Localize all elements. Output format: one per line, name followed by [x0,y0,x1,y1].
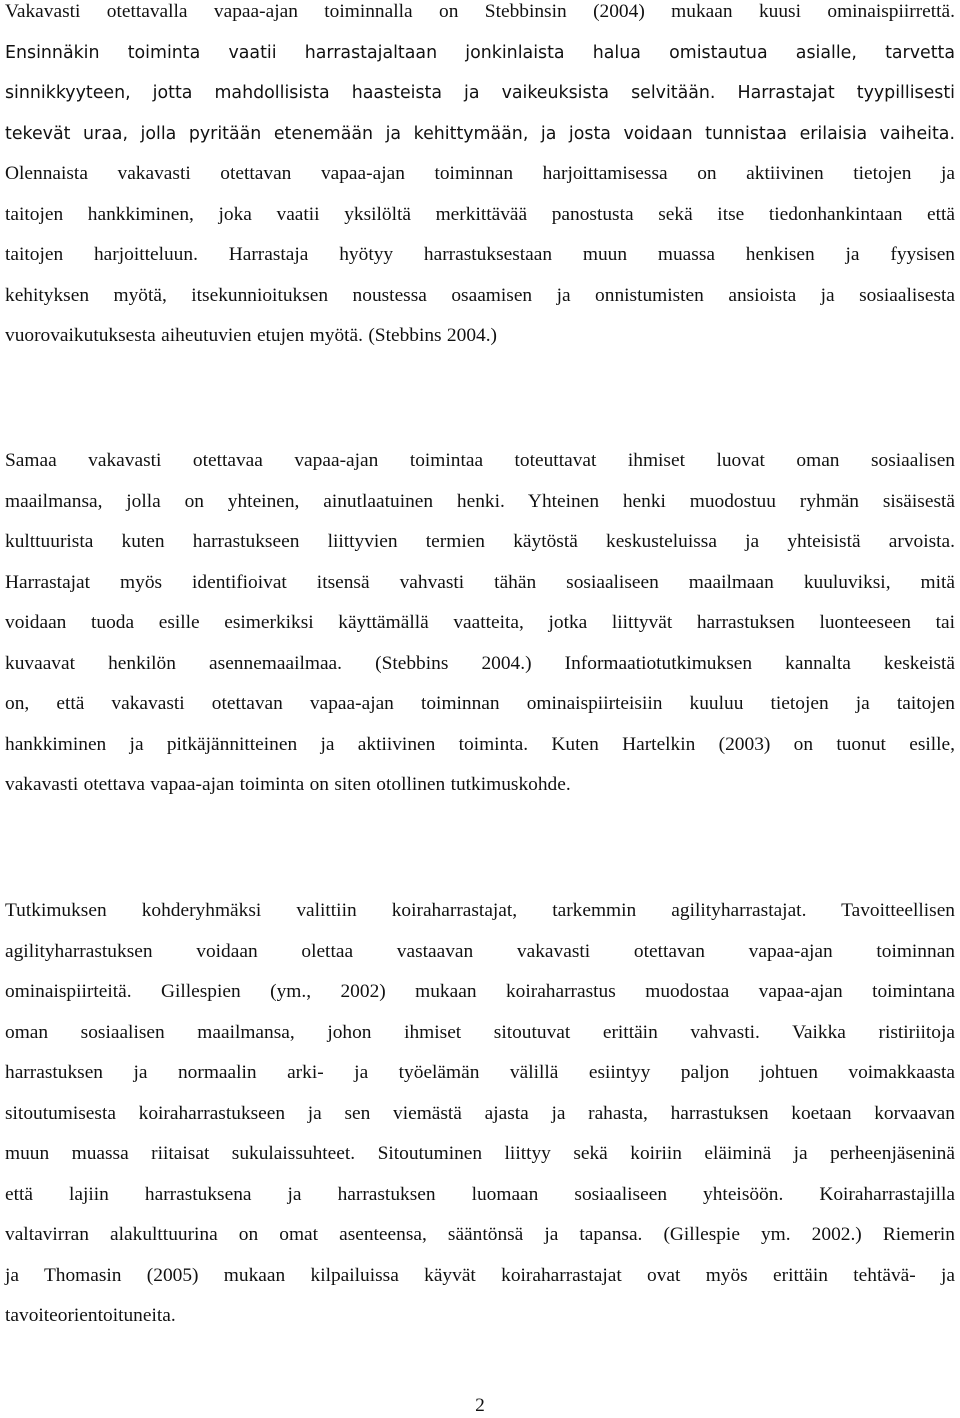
text-line: valtavirran alakulttuurina on omat asenteensa, sääntönsä ja tapansa. (Gillespie ym. 2002.) Riemerin [5,1224,955,1245]
text-line: että lajiin harrastuksena ja harrastuksen luomaan sosiaaliseen yhteisöön. Koiraharrastajilla [5,1183,955,1205]
text-line: vuorovaikutuksesta aiheutuvien etujen myötä. (Stebbins 2004.) [5,325,498,346]
text-line: agilityharrastuksen voidaan olettaa vastaavan vakavasti otettavan vapaa-ajan toiminnan [5,940,955,962]
text-line: maailmansa, jolla on yhteinen, ainutlaatuinen henki. Yhteinen henki muodostuu ryhmän sisäisestä [5,490,955,512]
paragraph-target-group [5,891,955,1337]
page-number: 2 [475,1395,485,1416]
text-line: kuvaavat henkilön asennemaailmaa. (Stebbins 2004.) Informaatiotutkimuksen kannalta keskeistä [5,652,955,674]
text-line: muun muassa riitaisat sukulaissuhteet. Sitoutuminen liittyy sekä koiriin eläiminä ja perheenjäseninä [5,1143,955,1164]
text-line: ominaispiirteitä. Gillespien (ym., 2002) mukaan koiraharrastus muodostaa vapaa-ajan toimintana [5,981,955,1002]
text-line: voidaan tuoda esille esimerkiksi käyttämällä vaatteita, jotka liittyvät harrastuksen luonteeseen tai [5,612,955,633]
text-line: Vakavasti otettavalla vapaa-ajan toiminnalla on Stebbinsin (2004) mukaan kuusi ominaispiirrettä. [5,1,955,22]
text-line: Tutkimuksen kohderyhmäksi valittiin koiraharrastajat, tarkemmin agilityharrastajat. Tavoitteellisen [5,900,955,921]
text-line: kehityksen myötä, itsekunnioituksen noustessa osaamisen ja onnistumisten ansioista ja sosiaalisesta [5,284,955,306]
text-line: kulttuurista kuten harrastukseen liittyvien termien käytöstä keskusteluissa ja yhteisistä arvoista. [5,531,955,552]
text-line: harrastuksen ja normaalin arki- ja työelämän välillä esiintyy paljon johtuen voimakkaasta [5,1062,955,1083]
text-line: Olennaista vakavasti otettavan vapaa-ajan toiminnan harjoittamisessa on aktiivinen tietojen ja [5,163,955,184]
text-line: sitoutumisesta koiraharrastukseen ja sen viemästä ajasta ja rahasta, harrastuksen koetaan korvaavan [5,1102,955,1124]
text-line: sinnikkyyteen, jotta mahdollisista haasteista ja vaikeuksista selvitään. Harrastajat tyypillisesti [5,83,955,103]
text-line: ja Thomasin (2005) mukaan kilpailuissa käyvät koiraharrastajat ovat myös erittäin tehtävä- ja [5,1264,955,1286]
text-line: oman sosiaalisen maailmansa, johon ihmiset sitoutuvat erittäin vahvasti. Vaikka ristiriitoja [5,1021,955,1043]
text-line: Samaa vakavasti otettavaa vapaa-ajan toimintaa toteuttavat ihmiset luovat oman sosiaalisen [5,450,955,471]
paragraph-social-world [5,441,955,806]
text-line: taitojen harjoitteluun. Harrastaja hyötyy harrastuksestaan muun muassa henkisen ja fyysisen [5,244,955,265]
paragraph-stebbins-characteristics [5,0,955,357]
text-line: hankkiminen ja pitkäjännitteinen ja aktiivinen toiminta. Kuten Hartelkin (2003) on tuonut esille, [5,733,955,755]
text-line: Ensinnäkin toiminta vaatii harrastajaltaan jonkinlaista halua omistautua asialle, tarvetta [5,42,955,63]
text-line: Harrastajat myös identifioivat itsensä vahvasti tähän sosiaaliseen maailmaan kuuluviksi, mitä [5,571,955,593]
text-line: tavoiteorientoituneita. [5,1305,176,1326]
text-line: vakavasti otettava vapaa-ajan toiminta on siten otollinen tutkimuskohde. [5,774,571,795]
text-line: taitojen hankkiminen, joka vaatii yksilöltä merkittävää panostusta sekä itse tiedonhankintaan että [5,203,955,225]
text-line: on, että vakavasti otettavan vapaa-ajan toiminnan ominaispiirteisiin kuuluu tietojen ja taitojen [5,693,955,714]
text-line: tekevät uraa, jolla pyritään etenemään ja kehittymään, ja josta voidaan tunnistaa erilaisia vaiheita. [5,123,955,144]
